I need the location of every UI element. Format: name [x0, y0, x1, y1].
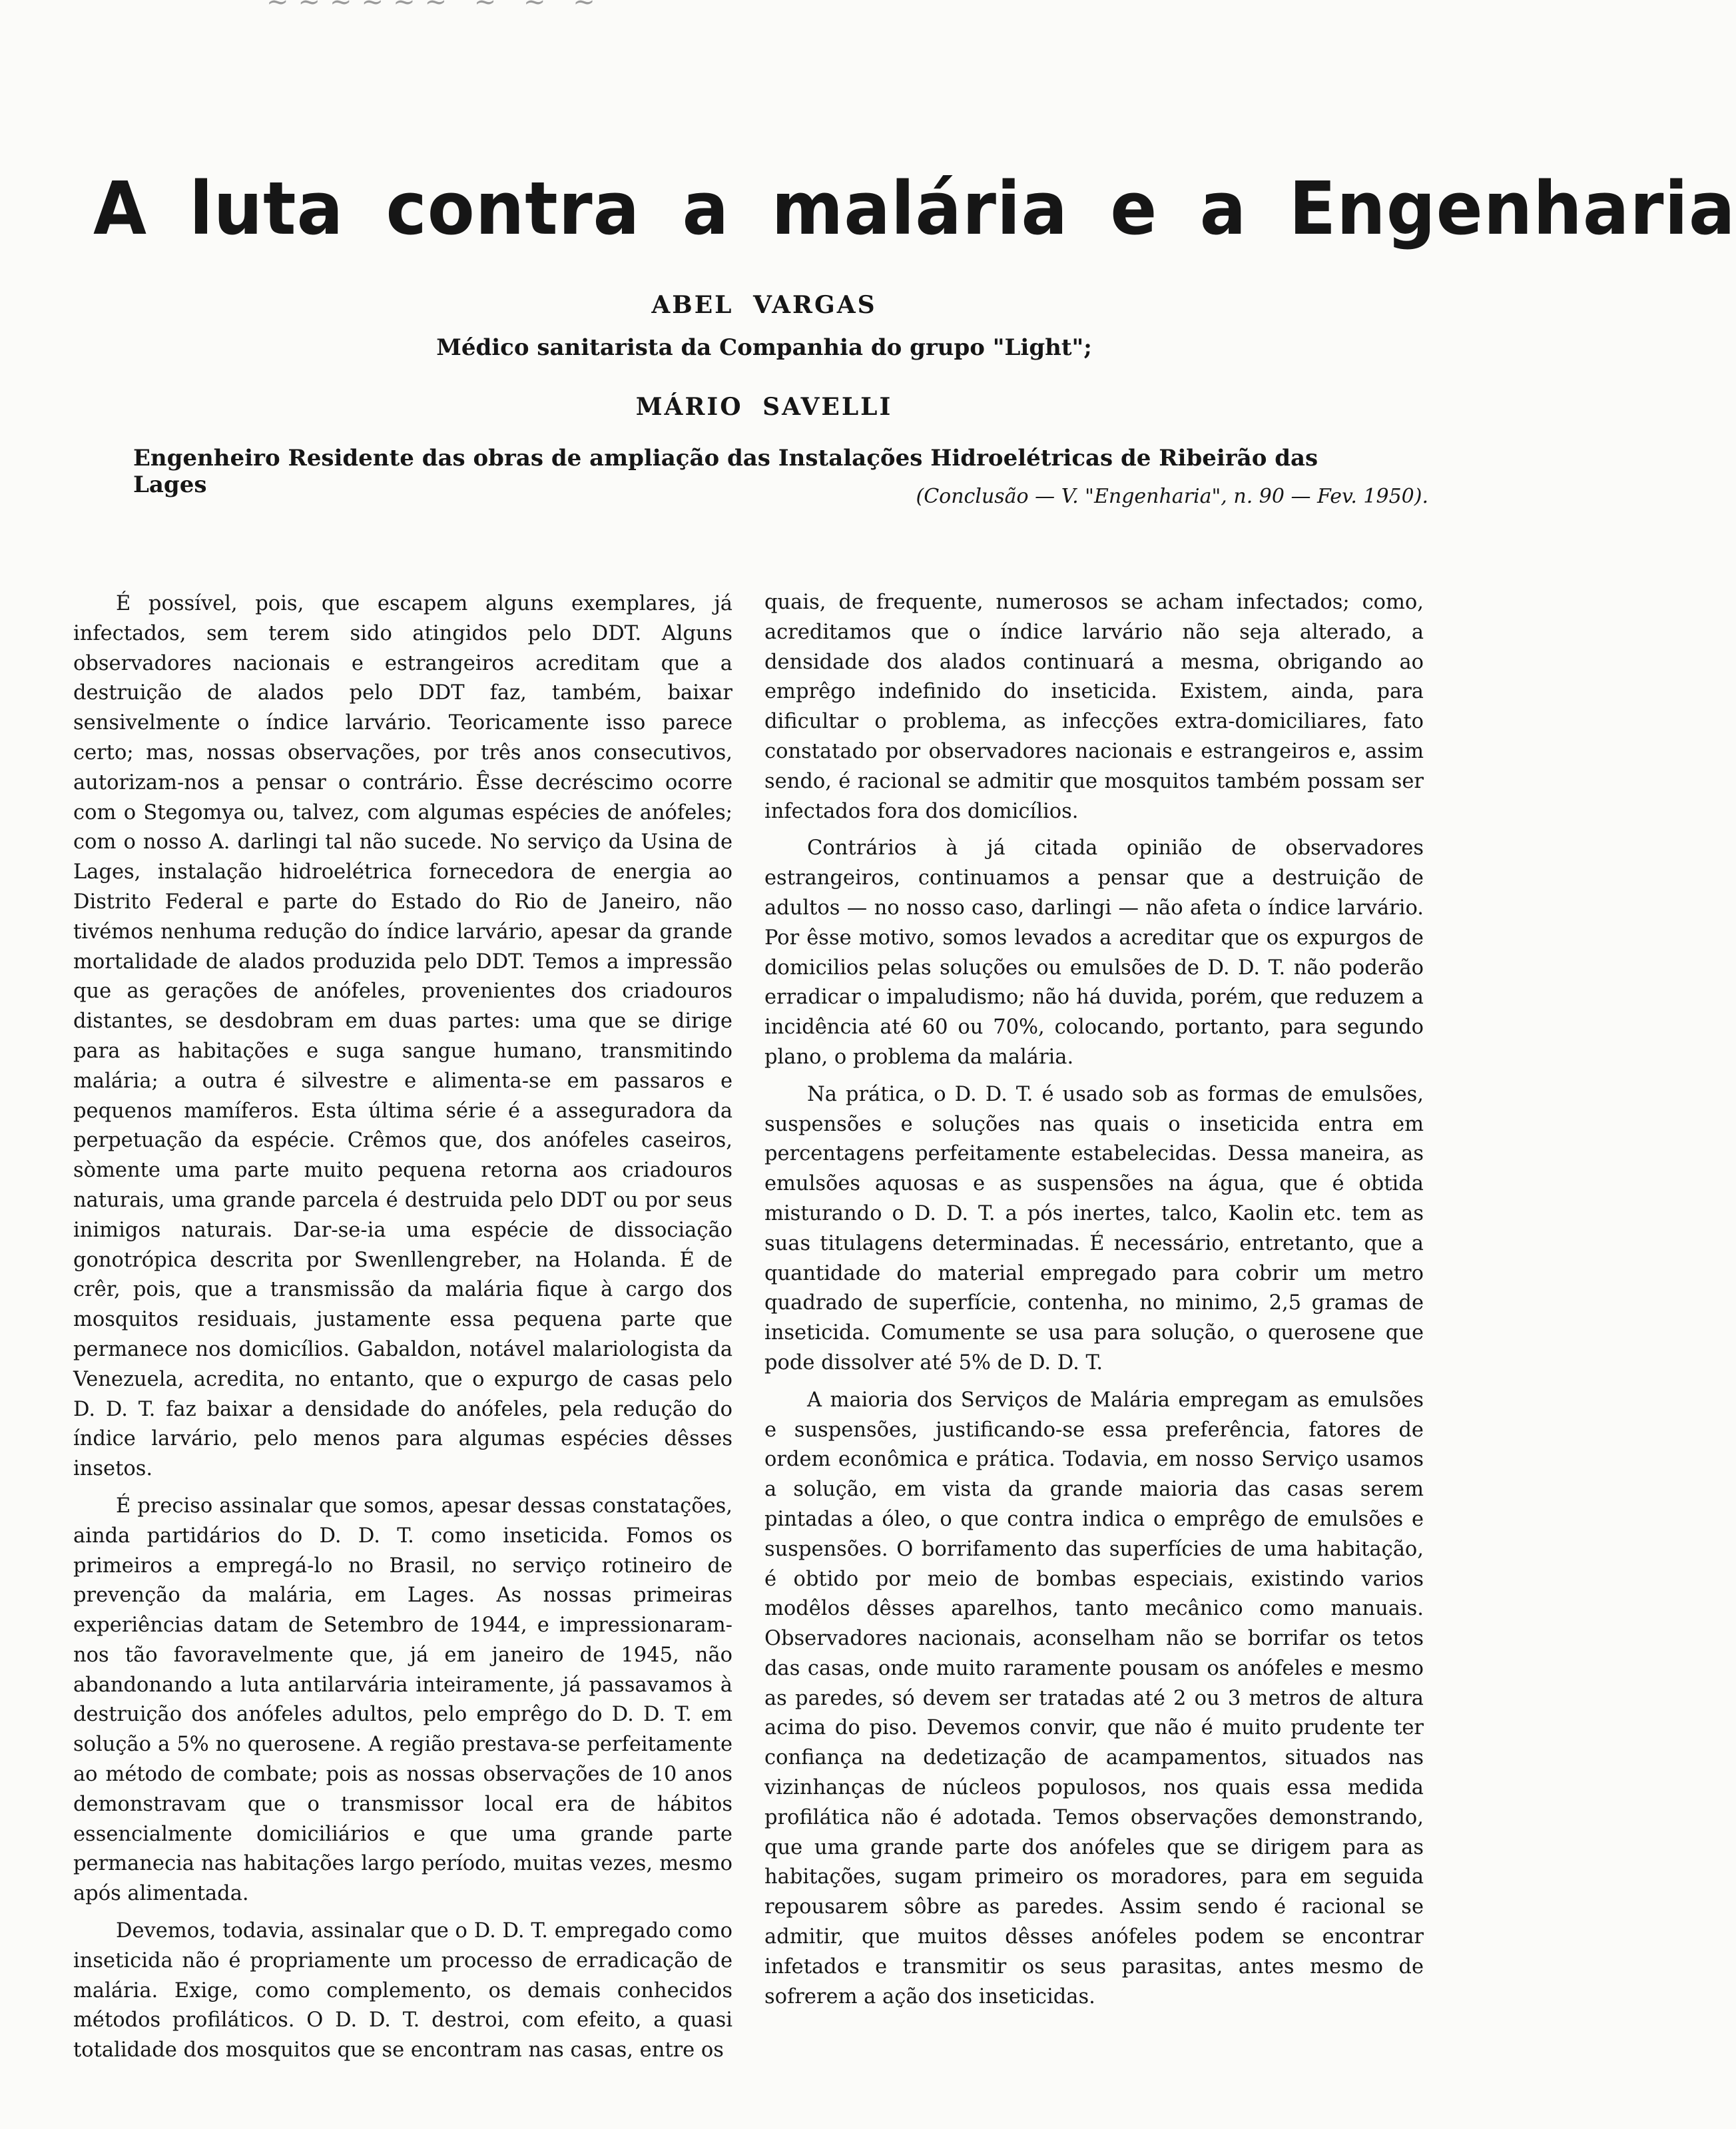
paragraph: quais, de frequente, numerosos se acham infectados; como, acreditamos que o índice larvário não seja alterado, a densidade dos alados continuará a mesma, obrigando ao emprêgo indefinido do inseticida. Existem, ainda, para dificultar o problema, as infecções extra-domiciliares, fato constatado por observadores nacionais e estrangeiros e, assim sendo, é racional se admitir que mosquitos também possam ser infectados fora dos domicílios. — [764, 591, 1424, 823]
paragraph: Contrários à já citada opinião de observadores estrangeiros, continuamos a pensar que a destruição de adultos — no nosso caso, darlingi — não afeta o índice larvário. Por êsse motivo, somos levados a acreditar que os expurgos de domicilios pelas soluções ou emulsões de D. D. T. não poderão erradicar o impaludismo; não há duvida, porém, que reduzem a incidência até 60 ou 70%, colocando, portanto, para segundo plano, o problema da malária. — [764, 836, 1424, 1069]
handwritten-scribble: ~~~~~~ ~ ~ ~ — [266, 0, 605, 17]
continuation-reference: (Conclusão — V. "Engenharia", n. 90 — Fev. 1950). — [916, 485, 1428, 508]
paragraph: É preciso assinalar que somos, apesar dessas constatações, ainda partidários do D. D. T. como inseticida. Fomos os primeiros a empregá-lo no Brasil, no serviço rotineiro de prevenção da malária, em Lages. As nossas primeiras experiências datam de Setembro de 1944, e impressionaram-nos tão favoravelmente que, já em janeiro de 1945, não abandonando a luta antilarvária inteiramente, já passavamos à destruição dos anófeles adultos, pelo emprêgo do D. D. T. em solução a 5% no querosene. A região prestava-se perfeitamente ao método de combate; pois as nossas observações de 10 anos demonstravam que o transmissor local era de hábitos essencialmente domiciliários e que uma grande parte permanecia nas habitações largo período, muitas vezes, mesmo após alimentada. — [73, 1494, 732, 1906]
text-column-right — [764, 588, 1424, 2066]
author-name: MÁRIO SAVELLI — [635, 393, 893, 421]
article-title: A luta contra a malária e a Engenharia — [93, 166, 1736, 251]
paragraph: A maioria dos Serviços de Malária empregam as emulsões e suspensões, justificando-se essa preferência, fatores de ordem econômica e prática. Todavia, em nosso Serviço usamos a solução, em vista da grande maioria das casas serem pintadas a óleo, o que contra indica o emprêgo de emulsões e suspensões. O borrifamento das superfícies de uma habitação, é obtido por meio de bombas especiais, existindo varios modêlos dêsses aparelhos, tanto mecânico como manuais. Observadores nacionais, aconselham não se borrifar os tetos das casas, onde muito raramente pousam os anófeles e mesmo as paredes, só devem ser tratadas até 2 ou 3 metros de altura acima do piso. Devemos convir, que não é muito prudente ter confiança na dedetização de acampamentos, situados nas vizinhanças de núcleos populosos, nos quais essa medida profilática não é adotada. Temos observações demonstrando, que uma grande parte dos anófeles que se dirigem para as habitações, sugam primeiro os moradores, para em seguida repousarem sôbre as paredes. Assim sendo é racional se admitir, que muitos dêsses anófeles podem se encontrar infetados e transmitir os seus parasitas, antes mesmo de sofrerem a ação dos inseticidas. — [764, 1388, 1424, 2008]
author-credential: Médico sanitarista da Companhia do grupo "Light"; — [436, 334, 1092, 361]
paragraph: É possível, pois, que escapem alguns exemplares, já infectados, sem terem sido atingidos pelo DDT. Alguns observadores nacionais e estrangeiros acreditam que a destruição de alados pelo DDT faz, também, baixar sensivelmente o índice larvário. Teoricamente isso parece certo; mas, nossas observações, por três anos consecutivos, autorizam-nos a pensar o contrário. Êsse decréscimo ocorre com o Stegomya ou, talvez, com algumas espécies de anófeles; com o nosso A. darlingi tal não sucede. No serviço da Usina de Lages, instalação hidroelétrica fornecedora de energia ao Distrito Federal e parte do Estado do Rio de Janeiro, não tivémos nenhuma redução do índice larvário, apesar da grande mortalidade de alados produzida pelo DDT. Temos a impressão que as gerações de anófeles, provenientes dos criadouros distantes, se desdobram em duas partes: uma que se dirige para as habitações e suga sangue humano, transmitindo malária; a outra é silvestre e alimenta-se em passaros e pequenos mamíferos. Esta última série é a asseguradora da perpetuação da espécie. Crêmos que, dos anófeles caseiros, sòmente uma parte muito pequena retorna aos criadouros naturais, uma grande parcela é destruida pelo DDT ou por seus inimigos naturais. Dar-se-ia uma espécie de dissociação gonotrópica descrita por Swenllengreber, na Holanda. É de crêr, pois, que a transmissão da malária fique à cargo dos mosquitos residuais, justamente essa pequena parte que permanece nos domicílios. Gabaldon, notável malariologista da Venezuela, acredita, no entanto, que o expurgo de casas pelo D. D. T. faz baixar a densidade do anófeles, pela redução do índice larvário, pelo menos para algumas espécies dêsses insetos. — [73, 592, 732, 1481]
author-name: ABEL VARGAS — [651, 291, 877, 319]
text-column-left — [73, 589, 732, 2068]
author-credential: Engenheiro Residente das obras de ampliação das Instalações Hidroelétricas de Ribeirão das Lages — [133, 445, 1318, 498]
paragraph: Na prática, o D. D. T. é usado sob as formas de emulsões, suspensões e soluções nas quais o inseticida entra em percentagens perfeitamente estabelecidas. Dessa maneira, as emulsões aquosas e as suspensões na água, que é obtida misturando o D. D. T. a pós inertes, talco, Kaolin etc. tem as suas titulagens determinadas. É necessário, entretanto, que a quantidade do material empregado para cobrir um metro quadrado de superfície, contenha, no minimo, 2,5 gramas de inseticida. Comumente se usa para solução, o querosene que pode dissolver até 5% de D. D. T. — [764, 1082, 1424, 1374]
paragraph: Devemos, todavia, assinalar que o D. D. T. empregado como inseticida não é propriamente um processo de erradicação de malária. Exige, como complemento, os demais conhecidos métodos profiláticos. O D. D. T. destroi, com efeito, a quasi totalidade dos mosquitos que se encontram nas casas, entre os — [73, 1919, 732, 2062]
